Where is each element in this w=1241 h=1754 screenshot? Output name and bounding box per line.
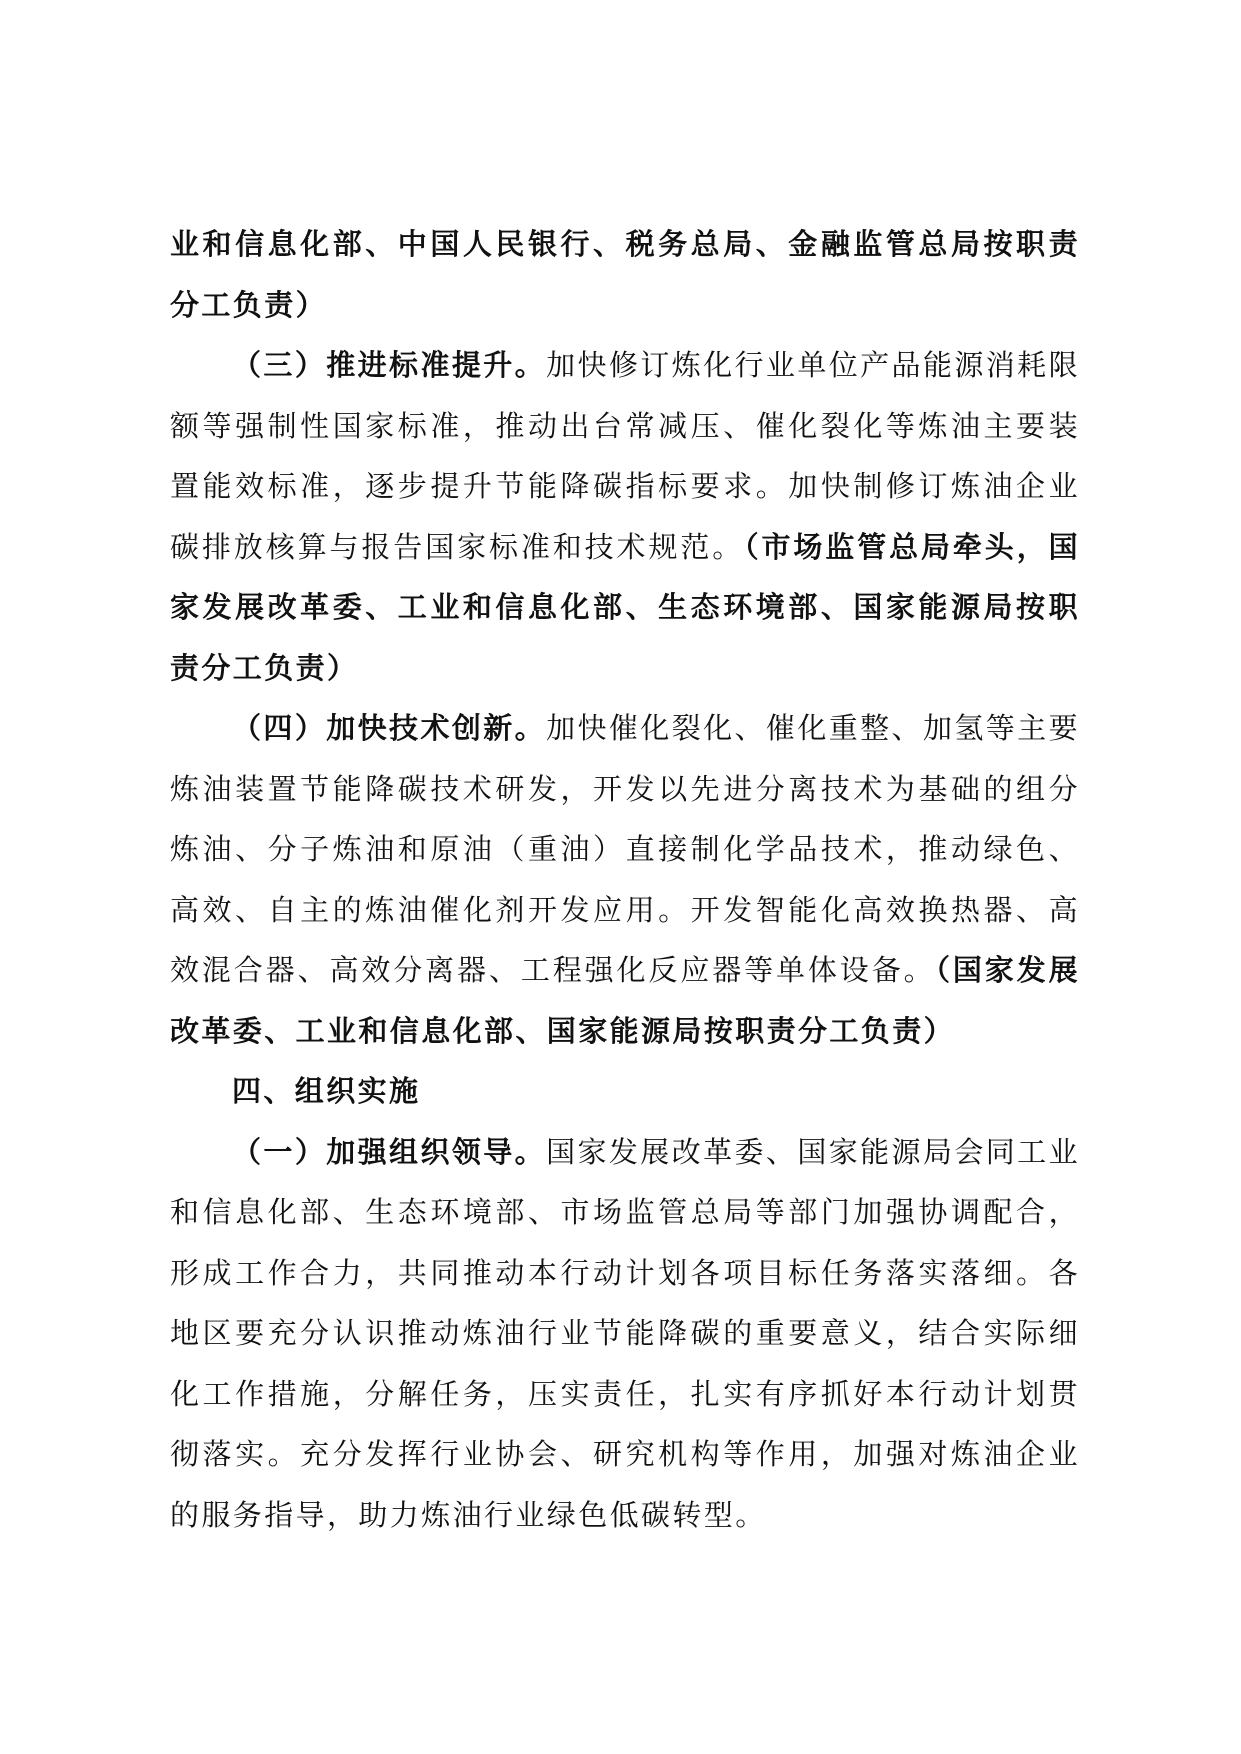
paragraph-standards [170,335,1080,698]
responsibility-note: （国家发展改革委、工业和信息化部、国家能源局按职责分工负责） [170,953,1080,1048]
paragraph-text: 加快修订炼化行业单位产品能源消耗限额等强制性国家标准，推动出台常减压、催化裂化等炼油主要装置能效标准，逐步提升节能降碳指标要求。加快制修订炼油企业碳排放核算与报告国家标准和技术规范。 [170,348,1080,564]
paragraph-text: 国家发展改革委、国家能源局会同工业和信息化部、生态环境部、市场监管总局等部门加强协调配合，形成工作合力，共同推动本行动计划各项目标任务落实落细。各地区要充分认识推动炼油行业节能降碳的重要意义，结合实际细化工作措施，分解任务，压实责任，扎实有序抓好本行动计划贯彻落实。充分发挥行业协会、研究机构等作用，加强对炼油企业的服务指导，助力炼油行业绿色低碳转型。 [170,1134,1080,1532]
paragraph-lead: （一）加强组织领导。 [232,1134,547,1169]
document-body [170,214,1080,1545]
paragraph-continuation [170,214,1080,335]
responsibility-note: 业和信息化部、中国人民银行、税务总局、金融监管总局按职责分工负责） [170,227,1080,322]
paragraph-lead: （三）推进标准提升。 [232,348,547,382]
paragraph-lead: （四）加快技术创新。 [232,711,547,745]
section-heading: 四、组织实施 [232,1074,421,1108]
paragraph-innovation [170,698,1080,1061]
responsibility-note: （市场监管总局牵头，国家发展改革委、工业和信息化部、生态环境部、国家能源局按职责分工负责） [170,529,1081,685]
paragraph-organization [170,1122,1080,1546]
paragraph-text: 加快催化裂化、催化重整、加氢等主要炼油装置节能降碳技术研发，开发以先进分离技术为基础的组分炼油、分子炼油和原油（重油）直接制化学品技术，推动绿色、高效、自主的炼油催化剂开发应用。开发智能化高效换热器、高效混合器、高效分离器、工程强化反应器等单体设备。 [170,711,1080,987]
